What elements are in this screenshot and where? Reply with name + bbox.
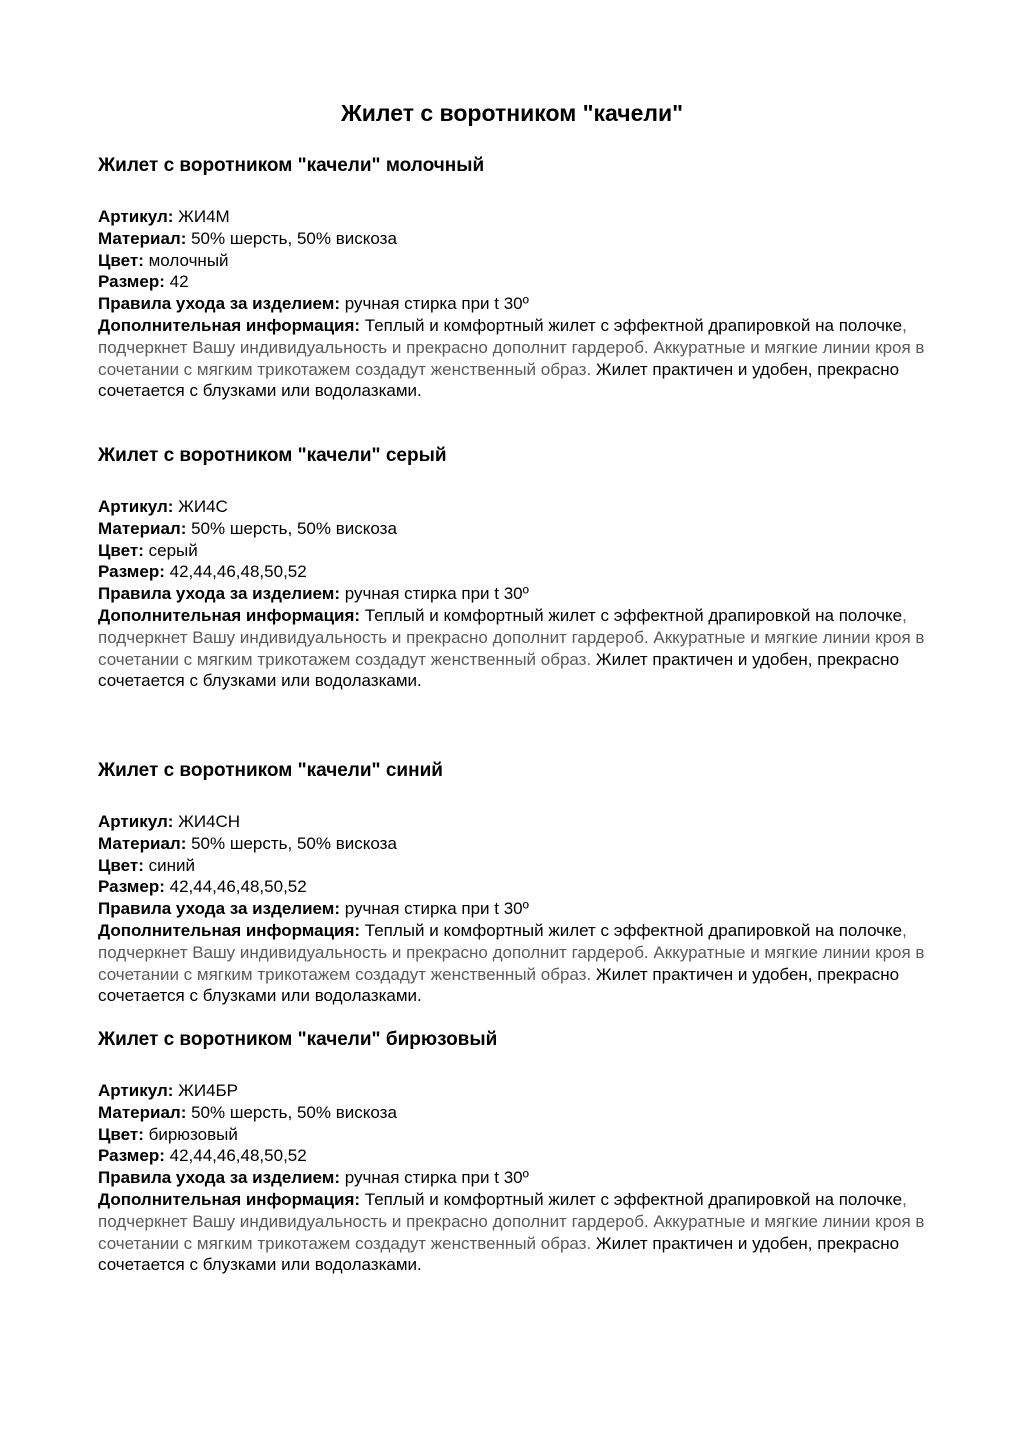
color-label: Цвет: <box>98 250 144 270</box>
info-value-part-3: Жилет практичен и удобен, прекрасно сочетается с блузками или водолазками. <box>98 359 900 401</box>
info-value-part-1: Теплый и комфортный жилет с эффектной драпировкой на полочке <box>364 920 903 940</box>
color-field <box>98 250 928 272</box>
product-heading: Жилет с воротником "качели" синий <box>98 760 443 781</box>
product-section-turquoise <box>98 1028 928 1276</box>
size-label: Размер: <box>98 562 165 582</box>
product-heading: Жилет с воротником "качели" бирюзовый <box>98 1029 498 1050</box>
material-label: Материал: <box>98 518 187 538</box>
color-label: Цвет: <box>98 1124 144 1144</box>
article-value: ЖИ4БР <box>178 1081 239 1100</box>
material-field <box>98 1102 928 1124</box>
material-field <box>98 833 928 855</box>
care-field <box>98 293 928 315</box>
material-value: 50% шерсть, 50% вискоза <box>191 228 397 248</box>
color-label: Цвет: <box>98 855 144 875</box>
article-value: ЖИ4С <box>178 497 228 516</box>
article-label: Артикул: <box>98 1081 174 1100</box>
info-label: Дополнительная информация: <box>98 1189 361 1209</box>
info-value-part-2: , подчеркнет Вашу индивидуальность и прекрасно дополнит гардероб. Аккуратные и мягкие линии кроя в сочетании с мягким трикотажем создадут женственный образ. <box>98 1189 925 1253</box>
care-value: ручная стирка при t 30º <box>344 1168 529 1188</box>
info-field <box>98 920 928 1007</box>
product-section-grey <box>98 444 928 692</box>
size-label: Размер: <box>98 272 165 292</box>
care-label: Правила ухода за изделием: <box>98 1168 341 1188</box>
size-value: 42,44,46,48,50,52 <box>169 562 307 582</box>
product-heading: Жилет с воротником "качели" серый <box>98 445 447 466</box>
color-field <box>98 855 928 877</box>
material-value: 50% шерсть, 50% вискоза <box>191 518 397 538</box>
info-value-part-1: Теплый и комфортный жилет с эффектной драпировкой на полочке <box>364 605 903 625</box>
color-value: бирюзовый <box>148 1124 238 1144</box>
care-label: Правила ухода за изделием: <box>98 584 341 604</box>
info-label: Дополнительная информация: <box>98 315 361 335</box>
size-field <box>98 876 928 898</box>
page-title: Жилет с воротником "качели" <box>340 100 684 126</box>
size-label: Размер: <box>98 1146 165 1166</box>
care-value: ручная стирка при t 30º <box>344 899 529 919</box>
product-section-milky <box>98 154 928 402</box>
info-value-part-2: , подчеркнет Вашу индивидуальность и прекрасно дополнит гардероб. Аккуратные и мягкие линии кроя в сочетании с мягким трикотажем создадут женственный образ. <box>98 315 925 379</box>
article-field <box>98 1080 928 1102</box>
info-field <box>98 605 928 692</box>
color-label: Цвет: <box>98 540 144 560</box>
care-value: ручная стирка при t 30º <box>344 584 529 604</box>
material-label: Материал: <box>98 1102 187 1122</box>
color-value: серый <box>148 540 198 560</box>
care-label: Правила ухода за изделием: <box>98 899 341 919</box>
info-field <box>98 315 928 402</box>
article-field <box>98 496 928 518</box>
care-value: ручная стирка при t 30º <box>344 294 529 314</box>
info-value-part-3: Жилет практичен и удобен, прекрасно сочетается с блузками или водолазками. <box>98 649 900 691</box>
info-value-part-1: Теплый и комфортный жилет с эффектной драпировкой на полочке <box>364 1189 903 1209</box>
info-label: Дополнительная информация: <box>98 605 361 625</box>
info-value-part-3: Жилет практичен и удобен, прекрасно сочетается с блузками или водолазками. <box>98 964 900 1006</box>
material-value: 50% шерсть, 50% вискоза <box>191 1102 397 1122</box>
size-field <box>98 561 928 583</box>
article-field <box>98 206 928 228</box>
care-field <box>98 583 928 605</box>
info-label: Дополнительная информация: <box>98 920 361 940</box>
article-field <box>98 811 928 833</box>
info-value-part-2: , подчеркнет Вашу индивидуальность и прекрасно дополнит гардероб. Аккуратные и мягкие линии кроя в сочетании с мягким трикотажем создадут женственный образ. <box>98 920 925 984</box>
info-value-part-1: Теплый и комфортный жилет с эффектной драпировкой на полочке <box>364 315 903 335</box>
size-value: 42 <box>169 272 189 292</box>
material-field <box>98 228 928 250</box>
size-label: Размер: <box>98 877 165 897</box>
care-label: Правила ухода за изделием: <box>98 294 341 314</box>
material-value: 50% шерсть, 50% вискоза <box>191 833 397 853</box>
size-field <box>98 271 928 293</box>
care-field <box>98 1167 928 1189</box>
article-value: ЖИ4М <box>178 207 230 226</box>
color-value: молочный <box>148 250 229 270</box>
info-field <box>98 1189 928 1276</box>
info-value-part-2: , подчеркнет Вашу индивидуальность и прекрасно дополнит гардероб. Аккуратные и мягкие линии кроя в сочетании с мягким трикотажем создадут женственный образ. <box>98 605 925 669</box>
product-section-blue <box>98 759 928 1007</box>
care-field <box>98 898 928 920</box>
material-field <box>98 518 928 540</box>
color-field <box>98 1124 928 1146</box>
size-field <box>98 1145 928 1167</box>
product-heading: Жилет с воротником "качели" молочный <box>98 155 485 176</box>
material-label: Материал: <box>98 228 187 248</box>
article-value: ЖИ4СН <box>178 812 241 831</box>
material-label: Материал: <box>98 833 187 853</box>
size-value: 42,44,46,48,50,52 <box>169 877 307 897</box>
color-field <box>98 540 928 562</box>
article-label: Артикул: <box>98 497 174 516</box>
color-value: синий <box>148 855 195 875</box>
size-value: 42,44,46,48,50,52 <box>169 1146 307 1166</box>
article-label: Артикул: <box>98 207 174 226</box>
article-label: Артикул: <box>98 812 174 831</box>
info-value-part-3: Жилет практичен и удобен, прекрасно сочетается с блузками или водолазками. <box>98 1233 900 1275</box>
